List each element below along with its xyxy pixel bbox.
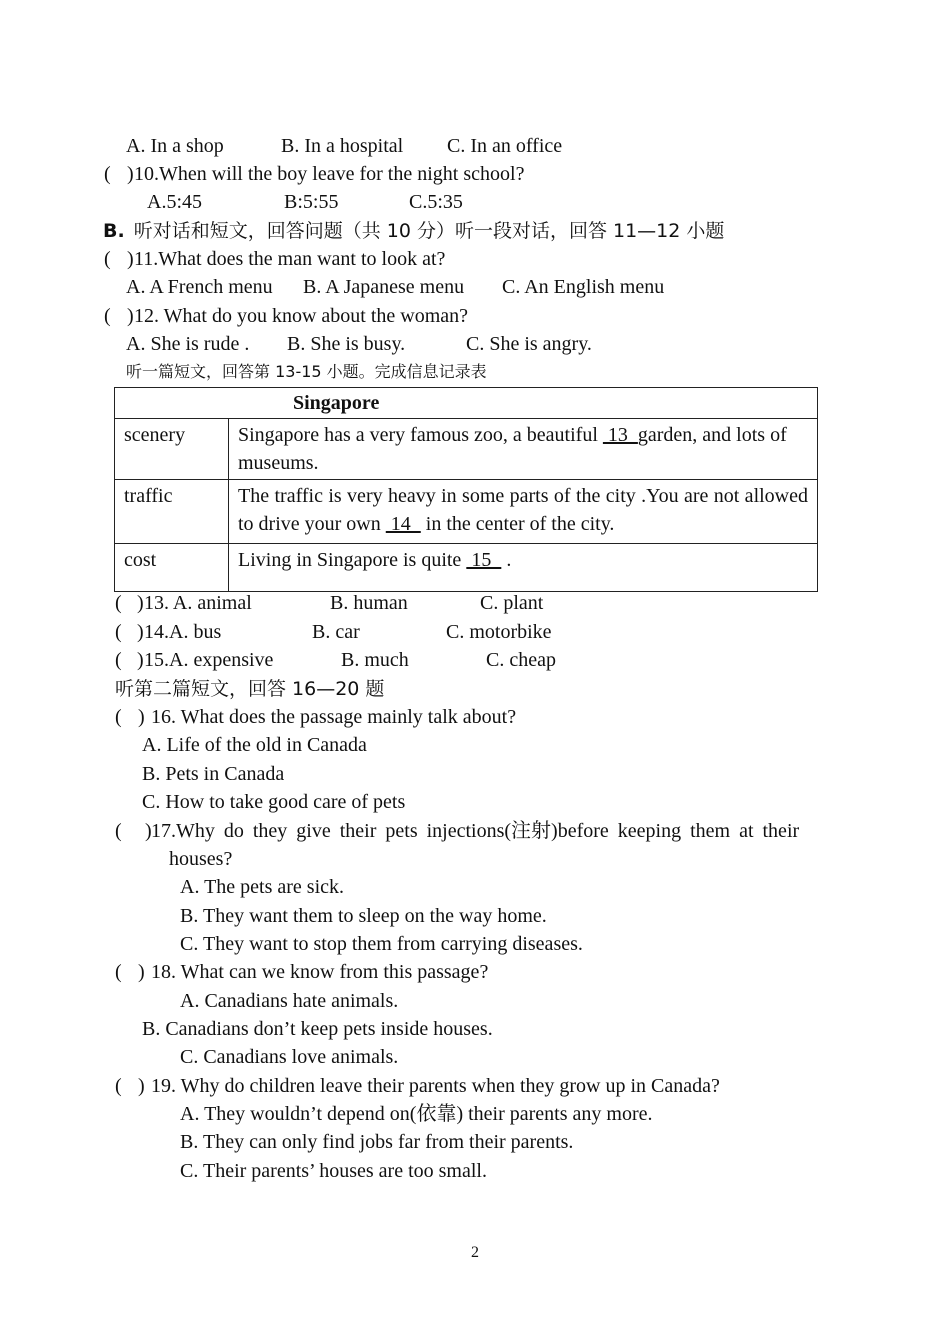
q9-option-c: C. In an office [447, 135, 563, 157]
q10-option-a: A.5:45 [147, 191, 202, 213]
q19-option-a: A. They wouldn’t depend on(依靠) their parents any more. [180, 1103, 653, 1125]
q17-option-a: A. The pets are sick. [180, 876, 345, 898]
q17-paren-close: ) [145, 820, 152, 842]
table-row [115, 480, 818, 544]
q17-option-c: C. They want to stop them from carrying diseases. [180, 933, 583, 955]
row-label-cost: cost [115, 544, 229, 592]
q13-option-c: C. plant [480, 592, 544, 614]
q17-option-b: B. They want them to sleep on the way home. [180, 905, 547, 927]
blank-13: 13 [602, 424, 638, 446]
q11-paren-close: ) [127, 248, 134, 270]
passage2-intro: 听第二篇短文，回答 16—20 题 [115, 678, 385, 700]
q12-paren-close: ) [127, 305, 134, 327]
q12-option-a: A. She is rude . [126, 333, 250, 355]
q11-option-b: B. A Japanese menu [303, 276, 465, 298]
q10-paren-open: ( [104, 163, 111, 185]
section-b-label: B. [103, 220, 125, 242]
page-number: 2 [471, 1244, 479, 1261]
q14-paren-open: ( [115, 621, 122, 643]
row-text-pre: Living in Singapore is quite [238, 549, 467, 571]
q13-option-a: 13. A. animal [144, 592, 252, 614]
q18-paren-close: ) [138, 961, 145, 983]
q12-paren-open: ( [104, 305, 111, 327]
q18-option-b: B. Canadians don’t keep pets inside houses. [142, 1018, 493, 1040]
row-text-post: garden, and lots of museums. [238, 424, 787, 474]
q12-option-c: C. She is angry. [466, 333, 592, 355]
q14-option-a: 14.A. bus [144, 621, 222, 643]
q14-option-c: C. motorbike [446, 621, 552, 643]
q12-option-b: B. She is busy. [287, 333, 406, 355]
row-text-pre: Singapore has a very famous zoo, a beautiful [238, 424, 603, 446]
blank-14: 14 [385, 513, 421, 535]
q15-option-b: B. much [341, 649, 409, 671]
q11-paren-open: ( [104, 248, 111, 270]
row-label-traffic: traffic [115, 480, 229, 544]
q10-option-b: B:5:55 [284, 191, 339, 213]
table-title: Singapore [115, 388, 818, 419]
table-header-row [115, 388, 818, 419]
row-text-post: . [501, 549, 512, 571]
q17-paren-open: ( [115, 820, 122, 842]
q11-question: 11.What does the man want to look at? [134, 248, 446, 270]
row-text-pre: The traffic is very heavy in some parts of the city .You are not allowed to drive your own [238, 485, 808, 535]
q15-option-a: 15.A. expensive [144, 649, 274, 671]
q19-option-b: B. They can only find jobs far from their parents. [180, 1131, 574, 1153]
q10-paren-close: ) [127, 163, 134, 185]
q15-option-c: C. cheap [486, 649, 556, 671]
q13-paren-open: ( [115, 592, 122, 614]
table-row [115, 419, 818, 480]
q10-question: 10.When will the boy leave for the night school? [134, 163, 525, 185]
q19-paren-open: ( [115, 1075, 122, 1097]
q10-option-c: C.5:35 [409, 191, 463, 213]
q15-paren-open: ( [115, 649, 122, 671]
q16-option-b: B. Pets in Canada [142, 763, 285, 785]
q16-paren-close: ) [138, 706, 145, 728]
q18-paren-open: ( [115, 961, 122, 983]
table-row [115, 544, 818, 592]
q15-paren-close: ) [137, 649, 144, 671]
row-content-cost [229, 544, 818, 592]
q16-option-c: C. How to take good care of pets [142, 791, 406, 813]
q14-paren-close: ) [137, 621, 144, 643]
section-b-heading [103, 218, 724, 244]
q14-option-b: B. car [312, 621, 360, 643]
blank-15: 15 [466, 549, 502, 571]
q17-question-line1: 17.Why do they give their pets injections(注射)before keeping them at their [151, 820, 800, 842]
section-b-text: 听对话和短文，回答问题（共 10 分）听一段对话，回答 11—12 小题 [133, 220, 725, 242]
row-label-scenery: scenery [115, 419, 229, 480]
q19-option-c: C. Their parents’ houses are too small. [180, 1160, 487, 1182]
q18-option-a: A. Canadians hate animals. [180, 990, 399, 1012]
passage1-intro: 听一篇短文，回答第 13-15 小题。完成信息记录表 [126, 362, 487, 381]
row-text-post: in the center of the city. [420, 513, 615, 535]
q9-option-b: B. In a hospital [281, 135, 404, 157]
q19-paren-close: ) [138, 1075, 145, 1097]
q12-question: 12. What do you know about the woman? [134, 305, 469, 327]
q11-option-a: A. A French menu [126, 276, 273, 298]
q19-question: 19. Why do children leave their parents when they grow up in Canada? [151, 1075, 720, 1097]
row-content-scenery [229, 419, 818, 480]
singapore-info-table [114, 387, 818, 592]
q11-option-c: C. An English menu [502, 276, 665, 298]
q13-option-b: B. human [330, 592, 408, 614]
q9-option-a: A. In a shop [126, 135, 224, 157]
q17-question-line2: houses? [169, 848, 233, 870]
q13-paren-close: ) [137, 592, 144, 614]
q18-question: 18. What can we know from this passage? [151, 961, 489, 983]
q16-option-a: A. Life of the old in Canada [142, 734, 367, 756]
q16-question: 16. What does the passage mainly talk about? [151, 706, 517, 728]
row-content-traffic [229, 480, 818, 544]
q18-option-c: C. Canadians love animals. [180, 1046, 399, 1068]
q16-paren-open: ( [115, 706, 122, 728]
